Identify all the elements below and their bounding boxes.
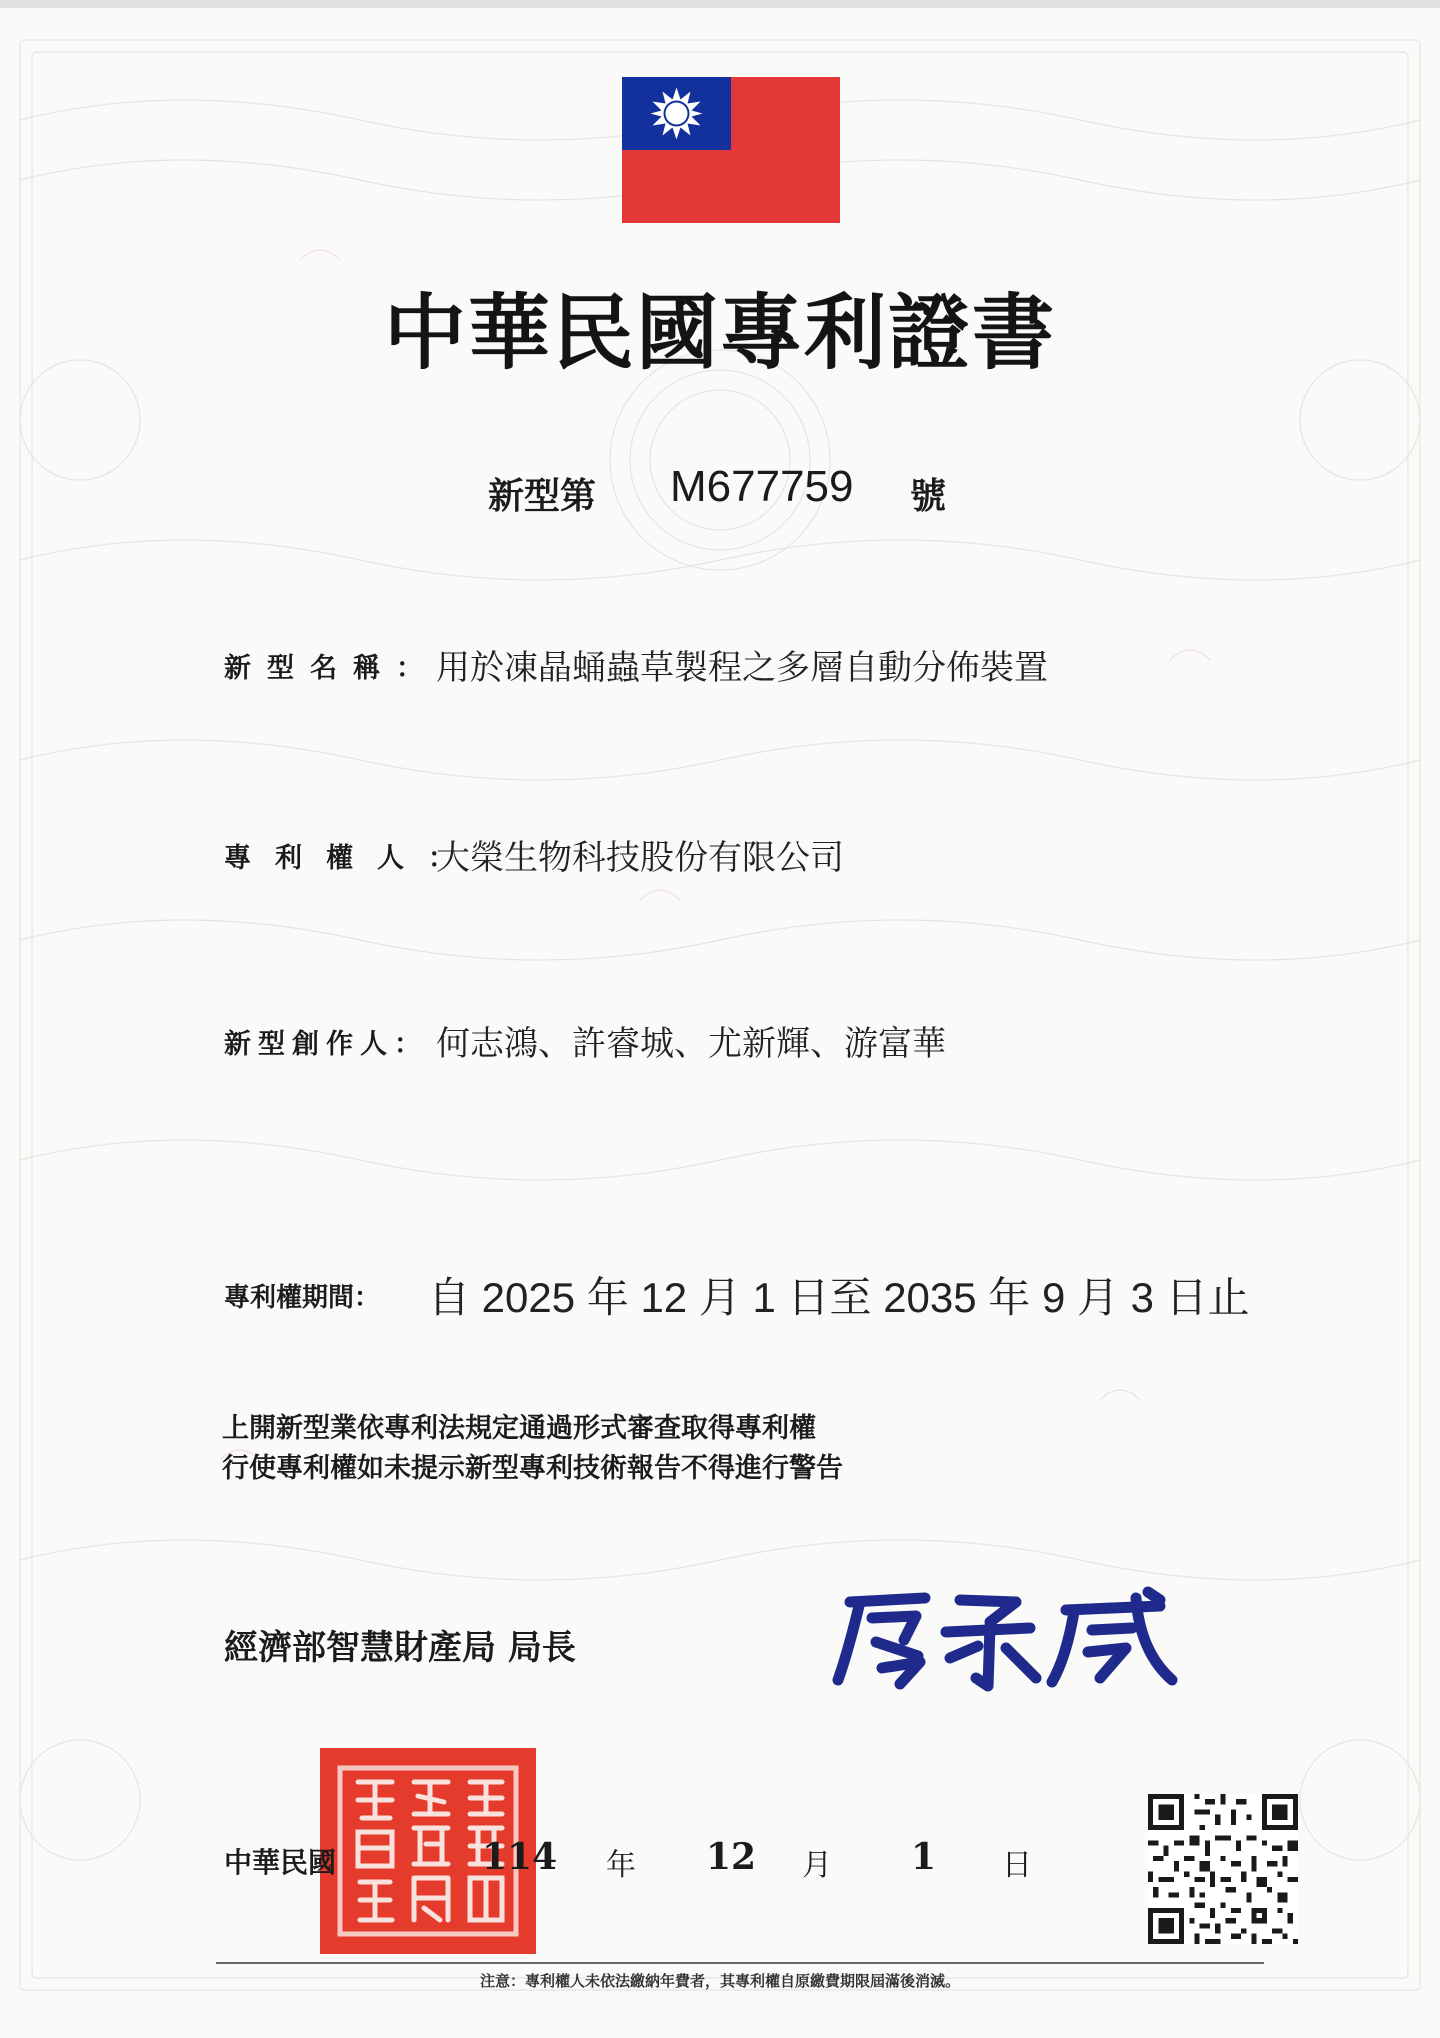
certificate-title: 中華民國專利證書 — [383, 285, 1056, 381]
patent-number-line — [0, 462, 1440, 522]
footnote: 注意：專利權人未依法繳納年費者，其專利權自原繳費期限屆滿後消滅。 — [479, 1972, 960, 1990]
issue-month: 12 — [706, 1836, 757, 1878]
national-flag-icon — [622, 77, 840, 223]
patent-number-prefix: 新型第 — [488, 476, 597, 517]
qr-code[interactable] — [1148, 1794, 1298, 1944]
issue-day: 1 — [911, 1836, 937, 1878]
notice-line-1: 上開新型業依專利法規定通過形式審查取得專利權 — [222, 1413, 816, 1444]
issue-date-era: 中華民國 — [224, 1846, 337, 1879]
utility-model-title: 用於凍晶蛹蟲草製程之多層自動分佈裝置 — [436, 648, 1048, 688]
director-title: 經濟部智慧財產局 局長 — [224, 1628, 576, 1668]
field-label: 專利權人： — [224, 843, 479, 874]
issue-day-unit: 日 — [1002, 1848, 1032, 1883]
field-label: 新型創作人： — [224, 1029, 428, 1060]
patentee-name: 大榮生物科技股份有限公司 — [436, 838, 844, 878]
term-value: 自 2025 年 12 月 1 日至 2035 年 9 月 3 日止 — [428, 1274, 1250, 1321]
notice-line-2: 行使專利權如未提示新型專利技術報告不得進行警告 — [222, 1453, 843, 1484]
footer-divider — [216, 1962, 1264, 1964]
term-label: 專利權期間： — [224, 1283, 381, 1313]
issue-month-unit: 月 — [802, 1848, 832, 1883]
issue-date — [224, 1836, 1124, 1886]
patent-number-suffix: 號 — [910, 476, 947, 517]
issue-year: 114 — [482, 1836, 558, 1878]
director-signature — [830, 1582, 1180, 1692]
creator-names: 何志鴻、許睿城、尤新輝、游富華 — [436, 1024, 946, 1064]
patent-number: M677759 — [670, 462, 854, 511]
issue-year-unit: 年 — [606, 1848, 636, 1883]
field-label: 新型名稱： — [224, 653, 439, 684]
